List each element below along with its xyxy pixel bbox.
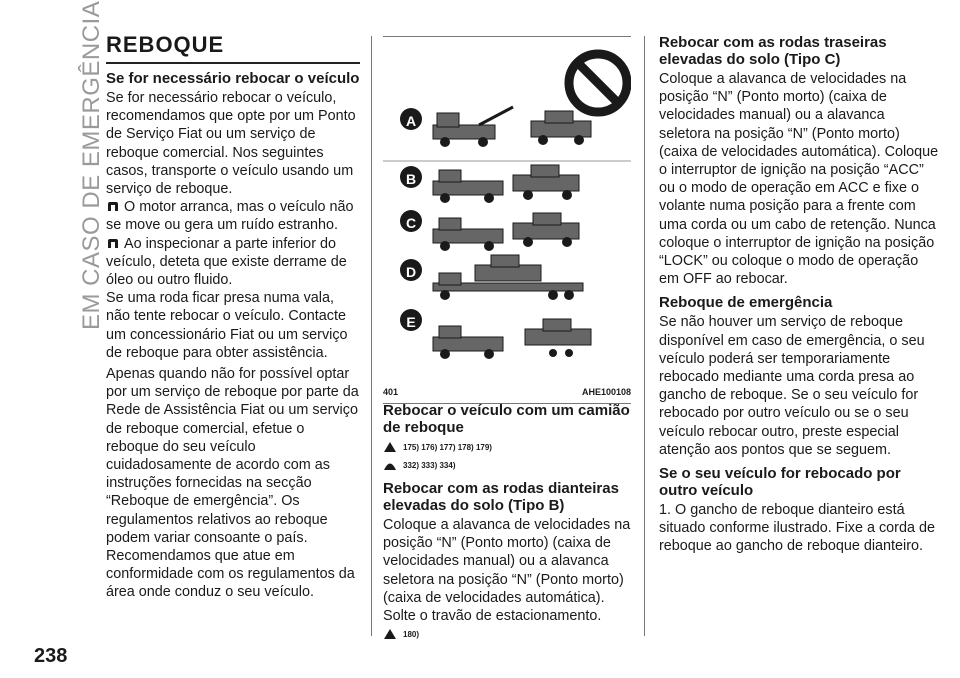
figure-caption [383,387,631,397]
paragraph: 1. O gancho de reboque dianteiro está situado conforme ilustrado. Fixe a corda de reboque ao gancho de reboque dianteiro. [659,502,935,555]
figure-number: 401 [383,387,399,397]
subheading: Rebocar o veículo com um camião de reboque [383,402,630,436]
subheading: Rebocar com as rodas traseiras elevadas do solo (Tipo C) [659,34,887,68]
column-divider [644,36,645,636]
figure-label-e: E [406,314,416,330]
subheading: Reboque de emergência [659,294,833,312]
subheading: Rebocar com as rodas dianteiras elevadas do solo (Tipo B) [383,480,619,514]
warning-item: O motor arranca, mas o veículo não se move ou gera um ruído estranho. [106,199,354,234]
paragraph: Se uma roda ficar presa numa vala, não tente rebocar o veículo. Contacte um concessionário Fiat ou um serviço de reboque para obter assistência. [106,290,348,361]
reference-line: 175) 176) 177) 178) 179) [383,438,631,456]
reference-line: 180) [383,625,631,643]
column-3 [659,32,939,556]
section-heading: REBOQUE [106,32,360,64]
subheading: Se o seu veículo for rebocado por outro veículo [659,465,901,500]
subheading: Se for necessário rebocar o veículo [106,70,360,87]
page-number: 238 [34,645,68,667]
figure-label-c: C [405,215,417,231]
caution-icon [383,628,397,640]
figure-label-a: A [405,113,417,129]
paragraph: Se não houver um serviço de reboque disponível em caso de emergência, o seu veículo poderá ser temporariamente rebocado mediante uma corda presa ao gancho de reboque. Se o seu veículo for rebocado por outro veículo ou se o seu veículo rebocar outro, preste especial atenção aos pontos que se seguem. [659,314,925,458]
figure-label-d: D [405,264,417,280]
reference-line: 332) 333) 334) [383,456,631,474]
paragraph: Coloque a alavanca de velocidades na posição “N” (Ponto morto) (caixa de velocidades manual) ou a alavanca seletora na posição “N” (Ponto morto) (caixa de velocidades automática). Coloque o interruptor de ignição na posição “ACC” ou o modo de operação em ACC e fixe o volante numa posição para a frente com uma corda ou um cabo de retenção. Nunca coloque o interruptor de ignição na posição “LOCK” ou coloque o modo de operação em OFF ao rebocar. [659,71,939,288]
prohibited-icon [569,54,627,112]
towing-figure [383,36,631,404]
column-2 [383,402,631,643]
paragraph: Coloque a alavanca de velocidades na posição “N” (Ponto morto) (caixa de velocidades manual) ou a alavanca seletora na posição “N” (Ponto morto) (caixa de velocidades automática). Solte o travão de estacionamento. [383,517,631,625]
paragraph: Apenas quando não for possível optar por um serviço de reboque por parte da Rede de Assistência Fiat ou um serviço de reboque comercial, efetue o reboque do seu veículo cuidadosamente de acordo com as instruções fornecidas na secção “Reboque de emergência”. Os regulamentos relativos ao reboque podem variar consoante o país. Recomendamos que atue em conformidade com os regulamentos da área onde conduz o seu veículo. [106,366,359,601]
warning-item: Ao inspecionar a parte inferior do veículo, deteta que existe derrame de óleo ou outro fluido. [106,235,347,289]
side-section-title: EM CASO DE EMERGÊNCIA [78,0,105,330]
environment-icon [383,459,397,471]
column-divider [371,36,372,636]
column-1 [106,32,360,602]
figure-code: AHE100108 [581,387,631,397]
figure-label-b: B [405,171,417,187]
paragraph: Se for necessário rebocar o veículo, recomendamos que opte por um Ponto de Serviço Fiat ou um serviço de reboque comercial. Nos seguintes casos, transporte o veículo usando um serviço de reboque. [106,90,356,198]
towing-diagram [383,37,631,387]
warning-icon [106,201,120,212]
warning-icon [106,238,120,249]
caution-icon [383,441,397,453]
